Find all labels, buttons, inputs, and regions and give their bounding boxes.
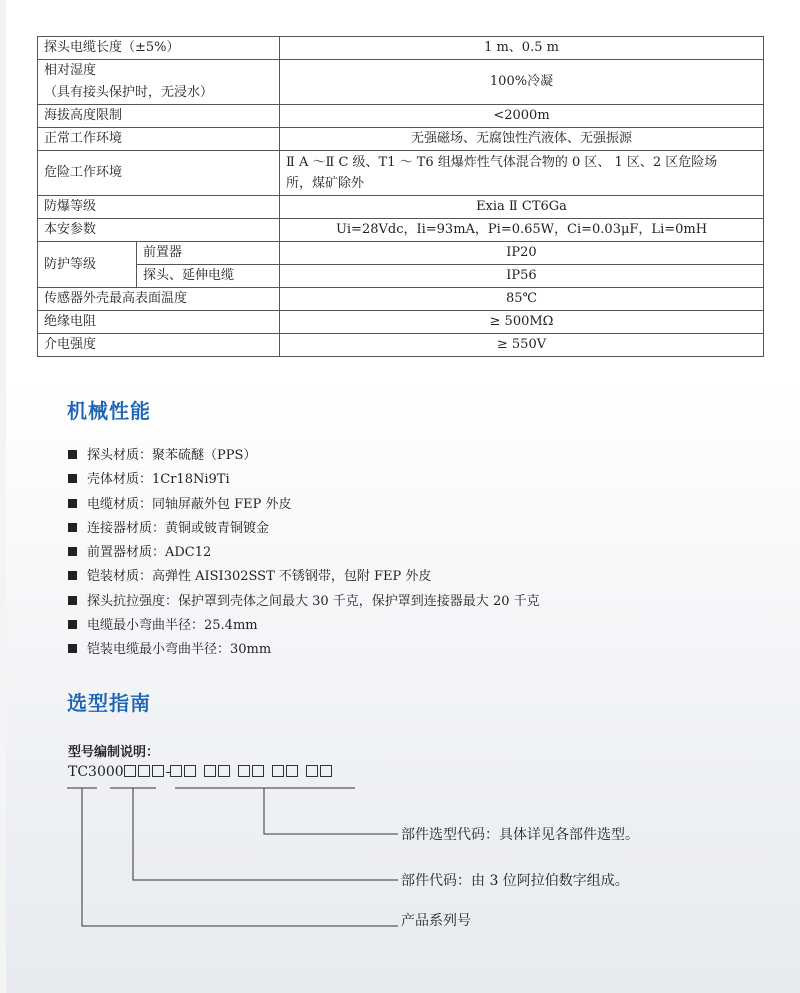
leader-series	[82, 788, 398, 926]
list-item-text: 铠装电缆最小弯曲半径：30mm	[87, 642, 272, 658]
row-label: 绝缘电阻	[38, 311, 280, 334]
row-label: 危险工作环境	[38, 151, 280, 196]
list-item-text: 前置器材质：ADC12	[87, 545, 212, 561]
row-label: 本安参数	[38, 219, 280, 242]
model-dash: -	[165, 764, 171, 780]
row-label: 探头电缆长度（±5%）	[38, 37, 280, 60]
list-item-text: 连接器材质：黄铜或铍青铜镀金	[87, 520, 270, 536]
sub-label: 前置器	[137, 242, 280, 265]
row-value: ≥ 550V	[280, 334, 764, 357]
model-prefix: TC3000	[68, 764, 124, 780]
row-value: 无强磁场、无腐蚀性汽液体、无强振源	[280, 128, 764, 151]
row-value: 100%冷凝	[280, 60, 764, 105]
row-label: 防爆等级	[38, 196, 280, 219]
callout-parts-selection: 部件选型代码：具体详见各部件选型。	[401, 827, 639, 843]
list-item-text: 探头抗拉强度：保护罩到壳体之间最大 30 千克，保护罩到连接器最大 20 千克	[87, 593, 540, 609]
row-label: 正常工作环境	[38, 128, 280, 151]
list-item-text: 探头材质：聚苯硫醚（PPS）	[87, 448, 257, 463]
callout-series: 产品系列号	[401, 913, 471, 929]
list-item-text: 铠装材质：高弹性 AISI302SST 不锈钢带，包附 FEP 外皮	[87, 569, 432, 585]
row-label-line: （具有接头保护时，无浸水）	[44, 85, 214, 100]
row-value-line: Ⅱ A ～Ⅱ C 级、T1 ～ T6 组爆炸性气体混合物的 0 区、 1 区、2 区危险场	[286, 155, 718, 170]
sub-label: 探头、延伸电缆	[143, 268, 235, 283]
list-item-text: 壳体材质：1Cr18Ni9Ti	[87, 472, 230, 488]
row-value-line: 所，煤矿除外	[286, 176, 365, 191]
mechanical-title: 机械性能	[67, 399, 151, 423]
row-value: IP56	[506, 268, 537, 283]
row-value: ≥ 500MΩ	[280, 311, 764, 334]
row-value: 1 m、0.5 m	[280, 37, 764, 60]
list-item-text: 电缆最小弯曲半径：25.4mm	[87, 618, 258, 634]
row-value: Exia Ⅱ CT6Ga	[280, 196, 764, 219]
row-label: 介电强度	[38, 334, 280, 357]
row-label: 传感器外壳最高表面温度	[38, 288, 280, 311]
row-value: 85℃	[280, 288, 764, 311]
row-value: Ui=28Vdc，Ii=93mA，Pi=0.65W，Ci=0.03μF，Li=0mH	[280, 219, 764, 242]
list-item-text: 电缆材质：同轴屏蔽外包 FEP 外皮	[87, 496, 292, 512]
row-value: IP20	[280, 242, 763, 265]
row-label: 防护等级	[38, 242, 137, 287]
row-label-line: 相对湿度	[44, 63, 97, 78]
model-title: 型号编制说明：	[68, 745, 160, 760]
selection-title: 选型指南	[67, 691, 151, 715]
leader-parts-selection	[264, 788, 398, 834]
row-label: 海拔高度限制	[38, 105, 280, 128]
callout-parts-code: 部件代码：由 3 位阿拉伯数字组成。	[401, 873, 629, 889]
row-value: <2000m	[280, 105, 764, 128]
